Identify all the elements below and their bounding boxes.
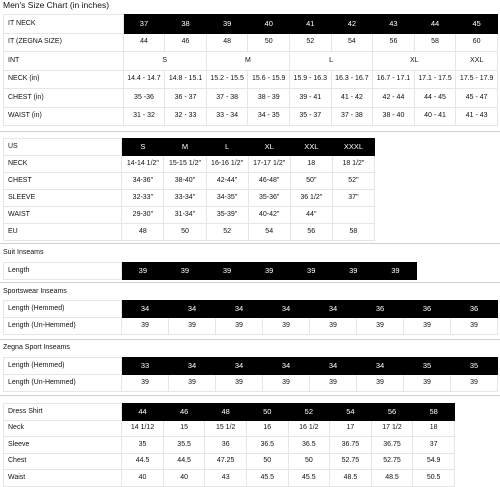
table-cell: 35-39" xyxy=(206,207,248,224)
table-cell: 39 xyxy=(122,375,169,392)
table-cell: 39 xyxy=(169,375,216,392)
header-cell: 36 xyxy=(357,301,404,318)
table-cell: 36 - 37 xyxy=(165,89,207,108)
header-cell: 34 xyxy=(310,301,357,318)
table-cell: XL xyxy=(373,52,456,71)
table-cell: 39 xyxy=(451,375,498,392)
header-cell: XXL xyxy=(290,139,332,156)
table-cell: 36.5 xyxy=(288,437,330,454)
table-cell: 56 xyxy=(290,224,332,241)
header-cell: 35 xyxy=(404,358,451,375)
table-cell: 39 xyxy=(263,375,310,392)
table-cell: 16 1/2 xyxy=(288,420,330,437)
us-size-table xyxy=(3,138,375,241)
row-label: Length (Un-Hemmed) xyxy=(4,375,122,392)
page-title: Men's Size Chart (in inches) xyxy=(3,0,110,10)
table-row xyxy=(4,33,498,52)
table-cell: 38 - 40 xyxy=(373,107,415,126)
table-cell: 32-33" xyxy=(122,190,164,207)
table-cell: 47.25 xyxy=(205,453,247,470)
suit-inseams-table xyxy=(3,262,417,280)
table-row xyxy=(4,404,455,421)
table-cell: 39 xyxy=(216,318,263,335)
table-cell: 39 xyxy=(122,318,169,335)
table-cell: 46-48" xyxy=(248,173,290,190)
table-row xyxy=(4,70,498,89)
table-cell: 60 xyxy=(456,33,498,52)
table-cell: 39 xyxy=(404,318,451,335)
row-label: Dress Shirt xyxy=(4,404,122,421)
table-cell: 54 xyxy=(248,224,290,241)
table-cell: 39 xyxy=(357,318,404,335)
table-cell: 38 - 39 xyxy=(248,89,290,108)
table-row xyxy=(4,301,498,318)
table-row xyxy=(4,173,375,190)
table-cell: 18 1/2" xyxy=(332,156,374,173)
table-cell: 36 xyxy=(205,437,247,454)
header-cell: 34 xyxy=(216,358,263,375)
table-cell: 33-34" xyxy=(164,190,206,207)
table-cell: 50" xyxy=(290,173,332,190)
row-label: Sleeve xyxy=(4,437,122,454)
header-cell: 48 xyxy=(205,404,247,421)
table-cell: 44" xyxy=(290,207,332,224)
table-cell: 35 -36 xyxy=(123,89,165,108)
header-cell: 36 xyxy=(404,301,451,318)
table-cell: 34 - 35 xyxy=(248,107,290,126)
table-cell: 39 - 41 xyxy=(290,89,332,108)
header-cell: 39 xyxy=(164,263,206,280)
section-divider xyxy=(0,339,500,340)
table-cell: 36.5 xyxy=(246,437,288,454)
table-cell: 40 - 41 xyxy=(414,107,456,126)
table-cell: 15.2 - 15.5 xyxy=(206,70,248,89)
table-cell: 31-34" xyxy=(164,207,206,224)
table-cell: 36 1/2" xyxy=(290,190,332,207)
table-cell: 17 1/2 xyxy=(371,420,413,437)
table-cell xyxy=(332,207,374,224)
table-cell: 58 xyxy=(332,224,374,241)
table-row xyxy=(4,263,417,280)
row-label: US xyxy=(4,139,122,156)
table-cell: 39 xyxy=(310,375,357,392)
header-cell: 46 xyxy=(163,404,205,421)
header-cell: M xyxy=(164,139,206,156)
table-cell: 34-35" xyxy=(206,190,248,207)
header-cell: 34 xyxy=(122,301,169,318)
table-row xyxy=(4,190,375,207)
row-label: Waist xyxy=(4,470,122,487)
table-row xyxy=(4,420,455,437)
table-cell: 39 xyxy=(404,375,451,392)
row-label: CHEST (in) xyxy=(4,89,124,108)
table-cell: 35-36" xyxy=(248,190,290,207)
table-cell: 46 xyxy=(165,33,207,52)
table-cell: 14.4 - 14.7 xyxy=(123,70,165,89)
row-label: Chest xyxy=(4,453,122,470)
table-cell: 36.75 xyxy=(371,437,413,454)
table-cell: 40-42" xyxy=(248,207,290,224)
table-cell: 48.5 xyxy=(330,470,372,487)
table-cell: 48 xyxy=(122,224,164,241)
header-cell: 54 xyxy=(330,404,372,421)
table-cell: 17.5 - 17.9 xyxy=(456,70,498,89)
table-cell: 44.5 xyxy=(122,453,164,470)
header-cell: 34 xyxy=(216,301,263,318)
header-cell: 39 xyxy=(290,263,332,280)
table-cell: 42 - 44 xyxy=(373,89,415,108)
table-cell: 15 xyxy=(163,420,205,437)
table-cell: 16 xyxy=(246,420,288,437)
table-cell: 45.5 xyxy=(246,470,288,487)
table-cell: M xyxy=(206,52,289,71)
header-cell: S xyxy=(122,139,164,156)
header-cell: 35 xyxy=(451,358,498,375)
row-label: Neck xyxy=(4,420,122,437)
header-cell: 41 xyxy=(290,15,332,34)
row-label: IT (ZEGNA SIZE) xyxy=(4,33,124,52)
table-cell: 43 xyxy=(205,470,247,487)
table-row xyxy=(4,453,455,470)
table-row xyxy=(4,107,498,126)
table-cell: 48.5 xyxy=(371,470,413,487)
table-cell: 15 1/2 xyxy=(205,420,247,437)
table-cell: XXL xyxy=(456,52,498,71)
header-cell: 42 xyxy=(331,15,373,34)
header-cell: 34 xyxy=(169,358,216,375)
table-cell: 44 - 45 xyxy=(414,89,456,108)
table-cell: 37 xyxy=(413,437,455,454)
section-divider xyxy=(0,131,500,132)
row-label: Length (Hemmed) xyxy=(4,301,122,318)
table-cell: 14 1/12 xyxy=(122,420,164,437)
row-label: EU xyxy=(4,224,122,241)
table-cell: 48 xyxy=(206,33,248,52)
header-cell: 58 xyxy=(413,404,455,421)
table-cell: 37 - 38 xyxy=(206,89,248,108)
row-label: Length (Un-Hemmed) xyxy=(4,318,122,335)
section-divider xyxy=(0,395,500,396)
table-cell: 15.6 - 15.9 xyxy=(248,70,290,89)
table-cell: 50.5 xyxy=(413,470,455,487)
header-cell: 37 xyxy=(123,15,165,34)
table-cell: 15-15 1/2" xyxy=(164,156,206,173)
table-row xyxy=(4,224,375,241)
table-cell: 39 xyxy=(263,318,310,335)
header-cell: 44 xyxy=(414,15,456,34)
row-label: IT NECK xyxy=(4,15,124,34)
it-size-table xyxy=(3,14,498,126)
table-row xyxy=(4,139,375,156)
table-cell: 32 - 33 xyxy=(165,107,207,126)
table-cell: 40 xyxy=(163,470,205,487)
zegna-sport-inseams-title: Zegna Sport Inseams xyxy=(3,344,70,351)
table-row xyxy=(4,52,498,71)
header-cell: 36 xyxy=(451,301,498,318)
table-row xyxy=(4,89,498,108)
table-cell: 33 - 34 xyxy=(206,107,248,126)
table-cell: 37 - 38 xyxy=(331,107,373,126)
table-cell: 16.3 - 16.7 xyxy=(331,70,373,89)
table-cell: 29-30" xyxy=(122,207,164,224)
table-cell: 15.9 - 16.3 xyxy=(290,70,332,89)
table-cell: 18 xyxy=(413,420,455,437)
header-cell: 34 xyxy=(263,301,310,318)
table-cell: S xyxy=(123,52,206,71)
suit-inseams-title: Suit Inseams xyxy=(3,249,44,256)
table-row xyxy=(4,358,498,375)
table-cell: 39 xyxy=(310,318,357,335)
table-cell: 50 xyxy=(246,453,288,470)
table-cell: 50 xyxy=(288,453,330,470)
header-cell: 38 xyxy=(165,15,207,34)
table-cell: 39 xyxy=(216,375,263,392)
table-cell: 34-36" xyxy=(122,173,164,190)
row-label: WAIST xyxy=(4,207,122,224)
table-cell: 56 xyxy=(373,33,415,52)
row-label: NECK (in) xyxy=(4,70,124,89)
section-divider xyxy=(0,282,500,283)
row-label: NECK xyxy=(4,156,122,173)
table-row xyxy=(4,437,455,454)
header-cell: 40 xyxy=(248,15,290,34)
header-cell: 39 xyxy=(248,263,290,280)
header-cell: 56 xyxy=(371,404,413,421)
table-cell: 18 xyxy=(290,156,332,173)
header-cell: XL xyxy=(248,139,290,156)
table-cell: 52.75 xyxy=(330,453,372,470)
row-label: CHEST xyxy=(4,173,122,190)
row-label: Length (Hemmed) xyxy=(4,358,122,375)
table-cell: 52.75 xyxy=(371,453,413,470)
table-cell: 45.5 xyxy=(288,470,330,487)
table-cell: 50 xyxy=(164,224,206,241)
table-cell: L xyxy=(290,52,373,71)
header-cell: 34 xyxy=(357,358,404,375)
header-cell: 45 xyxy=(456,15,498,34)
header-cell: 44 xyxy=(122,404,164,421)
header-cell: 43 xyxy=(373,15,415,34)
row-label: Length xyxy=(4,263,122,280)
table-cell: 52" xyxy=(332,173,374,190)
table-cell: 35 xyxy=(122,437,164,454)
header-cell: 39 xyxy=(206,263,248,280)
table-cell: 54 xyxy=(331,33,373,52)
table-row xyxy=(4,375,498,392)
zegna-sport-inseams-table xyxy=(3,357,498,392)
table-row xyxy=(4,207,375,224)
table-cell: 45 - 47 xyxy=(456,89,498,108)
header-cell: 33 xyxy=(122,358,169,375)
header-cell: 52 xyxy=(288,404,330,421)
table-row xyxy=(4,470,455,487)
row-label: WAIST (in) xyxy=(4,107,124,126)
table-cell: 39 xyxy=(357,375,404,392)
table-cell: 16.7 - 17.1 xyxy=(373,70,415,89)
table-cell: 38-40" xyxy=(164,173,206,190)
header-cell: 34 xyxy=(263,358,310,375)
header-cell: 34 xyxy=(310,358,357,375)
header-cell: 34 xyxy=(169,301,216,318)
sportswear-inseams-table xyxy=(3,300,498,335)
table-cell: 17-17 1/2" xyxy=(248,156,290,173)
table-cell: 35.5 xyxy=(163,437,205,454)
table-cell: 58 xyxy=(414,33,456,52)
header-cell: 39 xyxy=(332,263,374,280)
table-row xyxy=(4,318,498,335)
row-label: INT xyxy=(4,52,124,71)
table-cell: 41 - 42 xyxy=(331,89,373,108)
table-row xyxy=(4,156,375,173)
table-cell: 42-44" xyxy=(206,173,248,190)
table-cell: 35 - 37 xyxy=(290,107,332,126)
table-cell: 14.8 - 15.1 xyxy=(165,70,207,89)
table-cell: 40 xyxy=(122,470,164,487)
table-cell: 44 xyxy=(123,33,165,52)
table-cell: 36.75 xyxy=(330,437,372,454)
header-cell: 39 xyxy=(374,263,416,280)
row-label: SLEEVE xyxy=(4,190,122,207)
section-divider xyxy=(0,243,500,244)
table-cell: 54.9 xyxy=(413,453,455,470)
header-cell: 39 xyxy=(122,263,164,280)
table-cell: 44.5 xyxy=(163,453,205,470)
table-cell: 17.1 - 17.5 xyxy=(414,70,456,89)
table-cell: 52 xyxy=(290,33,332,52)
table-cell: 14-14 1/2" xyxy=(122,156,164,173)
table-row xyxy=(4,15,498,34)
table-cell: 41 - 43 xyxy=(456,107,498,126)
table-cell: 39 xyxy=(169,318,216,335)
table-cell: 39 xyxy=(451,318,498,335)
sportswear-inseams-title: Sportswear Inseams xyxy=(3,288,67,295)
header-cell: 50 xyxy=(246,404,288,421)
header-cell: XXXL xyxy=(332,139,374,156)
table-cell: 50 xyxy=(248,33,290,52)
table-cell: 17 xyxy=(330,420,372,437)
header-cell: 39 xyxy=(206,15,248,34)
header-cell: L xyxy=(206,139,248,156)
table-cell: 52 xyxy=(206,224,248,241)
dress-shirt-table xyxy=(3,403,455,487)
table-cell: 37" xyxy=(332,190,374,207)
table-cell: 16-16 1/2" xyxy=(206,156,248,173)
table-cell: 31 - 32 xyxy=(123,107,165,126)
